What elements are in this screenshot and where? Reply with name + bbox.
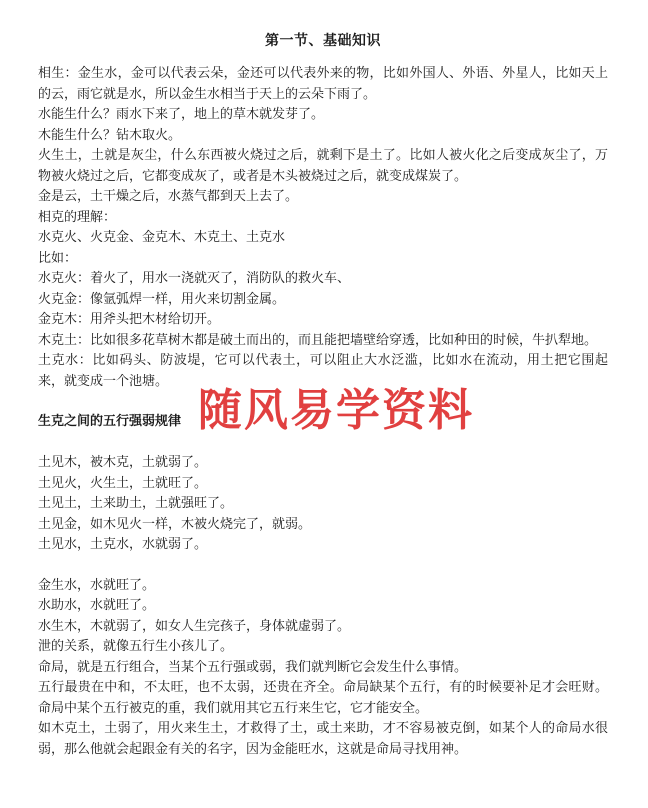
paragraph: 土见土，土来助土，土就强旺了。 [38, 496, 234, 511]
paragraph: 土见火，火生土，土就旺了。 [38, 475, 208, 491]
page-title: 第一节、基础知识 [265, 33, 381, 49]
paragraph: 火克金：像氩弧焊一样，用火来切割金属。 [38, 291, 286, 307]
watermark-text: 随风易学资料 [198, 385, 474, 436]
spacer [38, 556, 608, 576]
paragraph: 金生水，水就旺了。 [38, 577, 156, 593]
paragraph: 水助水，水就旺了。 [38, 598, 156, 613]
paragraph: 木克土：比如很多花草树木都是破土而出的，而且能把墙壁给穿透，比如种田的时候，牛扒犁地。 [38, 332, 598, 348]
paragraph: 水生木，木就弱了，如女人生完孩子，身体就虚弱了。 [38, 618, 351, 634]
paragraph: 水能生什么？雨水下来了，地上的草木就发芽了。 [38, 107, 325, 122]
paragraph: 金是云，土干燥之后，水蒸气都到天上去了。 [38, 189, 299, 204]
paragraph: 木能生什么？钻木取火。 [38, 127, 182, 143]
paragraph: 相生：金生水，金可以代表云朵，金还可以代表外来的物，比如外国人、外语、外星人，比如天上的云，雨它就是水，所以金生水相当于天上的云朵下雨了。 [38, 66, 608, 102]
paragraph: 相克的理解： [38, 209, 117, 225]
paragraph: 金克木：用斧头把木材给切开。 [38, 312, 221, 327]
paragraph: 比如： [38, 250, 78, 266]
section-heading: 生克之间的五行强弱规律 [38, 414, 182, 429]
paragraph: 命局，就是五行组合，当某个五行强或弱，我们就判断它会发生什么事情。 [38, 659, 468, 675]
paragraph: 土克水：比如码头、防波堤，它可以代表土，可以阻止大水泛滥，比如水在流动，用土把它围起来，就变成一个池塘。 [38, 353, 608, 389]
paragraph: 火生土，土就是灰尘，什么东西被火烧过之后，就剩下是土了。比如人被火化之后变成灰尘了，万物被火烧过之后，它都变成灰了，或者是木头被烧过之后，就变成煤炭了。 [38, 148, 608, 184]
paragraph: 水克火：着火了，用水一浇就灭了，消防队的救火车、 [38, 271, 351, 286]
paragraph: 土见水，土克水，水就弱了。 [38, 537, 208, 552]
paragraph: 水克火、火克金、金克木、木克土、土克水 [38, 230, 286, 245]
paragraph: 土见金，如木见火一样，木被火烧完了，就弱。 [38, 516, 312, 532]
paragraph: 泄的关系，就像五行生小孩儿了。 [38, 639, 234, 654]
paragraph: 五行最贵在中和，不太旺，也不太弱，还贵在齐全。命局缺某个五行，有的时候要补足才会旺财。命局中某个五行被克的重，我们就用其它五行来生它，它才能安全。 [38, 680, 608, 716]
paragraph: 土见木，被木克，土就弱了。 [38, 455, 208, 470]
paragraph: 如木克土，土弱了，用火来生土，才救得了土，或土来助，才不容易被克倒，如某个人的命局水很弱，那么他就会起跟金有关的名字，因为金能旺水，这就是命局寻找用神。 [38, 721, 608, 757]
